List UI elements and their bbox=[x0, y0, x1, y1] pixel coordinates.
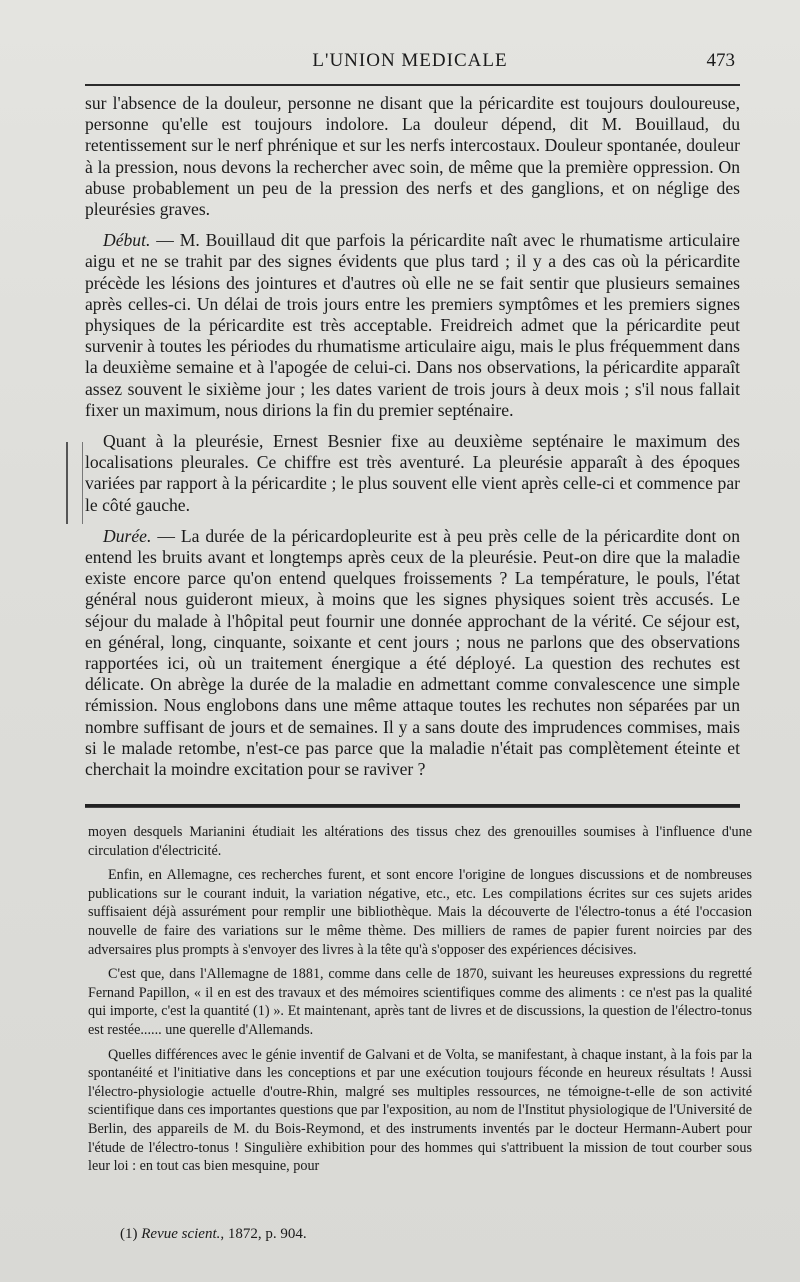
section-lead-duree: Durée. bbox=[103, 525, 152, 546]
paragraph-debut bbox=[85, 230, 740, 421]
paragraph-duree bbox=[85, 526, 740, 780]
page-number: 473 bbox=[706, 50, 735, 71]
footnote-source: Revue scient. bbox=[141, 1226, 221, 1242]
page-header bbox=[85, 50, 735, 76]
paragraph-duree-text: — La durée de la péricardopleurite est à peu près celle de la péricardite dont on entend les bruits avant et longtemps après ceux de la pleurésie. Peut-on dire que la maladie existe encore parce qu'on entend quelques froissements ? La température, le pouls, l'état général nous guideront mieux, à moins que les signes physiques soient très accusés. Le séjour du malade à l'hôpital peut fournir une donnée approchant de la vérité. Ce séjour est, en général, long, cinquante, soixante et cent jours ; nous ne parlons que des observations rapportées ici, où un traitement énergique a été déployé. La question des rechutes est délicate. On abrège la durée de la maladie en admettant comme convalescence une simple rémission. Nous englobons dans une même attaque toutes les rechutes non séparées par un nombre suffisant de jours et de semaines. Il y a sans doute des imprudences commises, mais si le malade retombe, n'est-ce pas parce que la maladie n'était pas complètement éteinte et cherchait la moindre excitation pour se raviver ? bbox=[85, 525, 740, 780]
paragraph-pleuresie: Quant à la pleurésie, Ernest Besnier fixe au deuxième septénaire le maximum des localisations pleurales. Ce chiffre est très aventuré. La pleurésie apparaît à des époques variées par rapport à la péricardite ; le plus souvent elle vient après celle-ci et commence par le côté gauche. bbox=[85, 431, 740, 515]
main-article bbox=[85, 93, 740, 790]
footnote bbox=[120, 1226, 307, 1243]
footnote-rest: , 1872, p. 904. bbox=[220, 1226, 307, 1242]
feuilleton-text bbox=[88, 823, 752, 1182]
section-divider-rule bbox=[85, 804, 740, 808]
feuilleton-paragraph-2: Enfin, en Allemagne, ces recherches furent, et sont encore l'origine de longues discussions et de nombreuses publications sur le courant induit, la variation négative, etc., etc. Les compilations écrites sur ces sujets arides suffisaient déjà assurément pour remplir une bibliothèque. Mais la découverte de l'électro-tonus a été l'occasion nouvelle de faire des variations sur le même thème. Des milliers de rames de papier furent noircies par des adversaires plus prompts à s'envoyer des livres à la tête qu'à s'opposer des expériences décisives. bbox=[88, 867, 752, 958]
running-title: L'UNION MEDICALE bbox=[312, 50, 508, 71]
paragraph-debut-text: — M. Bouillaud dit que parfois la péricardite naît avec le rhumatisme articulaire aigu et ne se trahit par des signes évidents que plus tard ; il y a des cas où la péricardite précède les lésions des jointures et d'autres où elle ne se fait sentir que plusieurs semaines après celles-ci. Un délai de trois jours entre les premiers symptômes et les premiers signes physiques de la péricardite est très acceptable. Freidreich admet que la péricardite peut survenir à toutes les périodes du rhumatisme articulaire aigu, mais le plus fréquemment dans la deuxième semaine et à l'apogée de celui-ci. Dans nos observations, la péricardite apparaît assez souvent le sixième jour ; les dates varient de trois jours à deux mois ; s'il nous fallait fixer un maximum, nous dirions la fin du premier septénaire. bbox=[85, 230, 740, 420]
feuilleton-paragraph-4: Quelles différences avec le génie inventif de Galvani et de Volta, se manifestant, à chaque instant, à la fois par la spontanéité et l'initiative dans les conceptions et par une exécution toujours féconde en heureux résultats ! Aussi l'électro-physiologie actuelle d'outre-Rhin, malgré ses multiples ressources, ne témoigne-t-elle de son activité scientifique dans ces importantes questions que par l'exposition, au nom de l'Institut physiologique de l'Université de Berlin, des appareils de M. du Bois-Reymond, et des instruments inventés par le docteur Hermann-Aubert pour l'étude de l'électro-tonus ! Singulière exhibition pour des hommes qui s'attribuent la mission de tout courber sous leur loi : en tout cas bien mesquine, pour bbox=[88, 1046, 752, 1175]
paragraph-douleur: sur l'absence de la douleur, personne ne disant que la péricardite est toujours douloureuse, personne qu'elle est toujours indolore. La douleur dépend, dit M. Bouillaud, du retentissement sur le nerf phrénique et sur les nerfs intercostaux. Douleur spontanée, douleur à la pression, nous devons la rechercher avec soin, de même que la première oppression. On abuse probablement un peu de la pression des nerfs et des ganglions, et on néglige des pleurésies graves. bbox=[85, 93, 740, 220]
margin-annotation-mark bbox=[66, 442, 83, 524]
feuilleton-paragraph-3: C'est que, dans l'Allemagne de 1881, comme dans celle de 1870, suivant les heureuses expressions du regretté Fernand Papillon, « il en est des travaux et des mémoires scientifiques comme des aliments : ce n'est pas la qualité qui importe, c'est la quantité (1) ». Et maintenant, après tant de livres et de discussions, la question de l'électro-tonus est restée...... une querelle d'Allemands. bbox=[88, 966, 752, 1038]
section-lead-debut: Début. bbox=[103, 230, 151, 251]
footnote-marker: (1) bbox=[120, 1226, 138, 1242]
header-rule bbox=[85, 84, 740, 86]
feuilleton-paragraph-1: moyen desquels Marianini étudiait les altérations des tissus chez des grenouilles soumises à l'influence d'une circulation d'électricité. bbox=[88, 824, 752, 859]
